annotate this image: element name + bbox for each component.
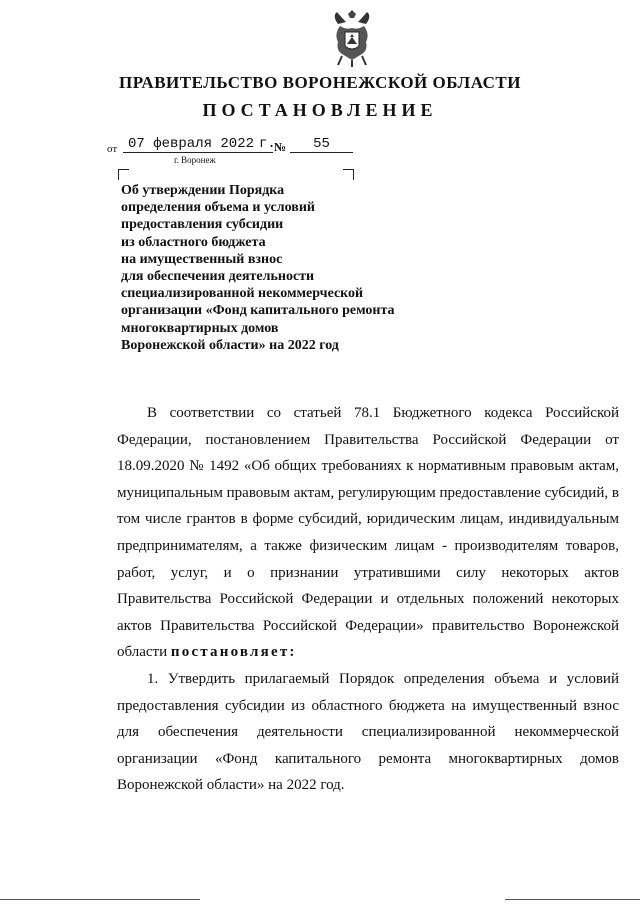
subject-line: многоквартирных домов [121,320,279,336]
subject-line: организации «Фонд капитального ремонта [121,303,395,319]
item-1-paragraph: 1. Утвердить прилагаемый Порядок определения объема и условий предоставления субсидии из областного бюджета на имущественный взнос для обеспечения деятельности специализированной некоммерческой организации «Фонд капитального ремонта многоквартирных домов Воронежской области» на 2022 год. [117,670,619,794]
document-body [117,400,619,799]
preamble-paragraph: В соответствии со статьей 78.1 Бюджетного кодекса Российской Федерации, постановлением Правительства Российской Федерации от 18.09.2020 № 1492 «Об общих требованиях к нормативным правовым актам, муниципальным правовым актам, регулирующим предоставление субсидий, в том числе грантов в форме субсидий, юридическим лицам, индивидуальным предпринимателям, а также физическим лицам - производителям товаров, работ, услуг, и о признании утратившими силу некоторых актов Правительства Российской Федерации и отдельных положений некоторых актов Правительства Российской Федерации» правительство Воронежской [117,405,619,634]
resolution-line [117,639,619,666]
subject-line: определения объема и условий [121,200,315,216]
document-number: 55 [290,136,353,153]
subject-corner-left [118,169,129,180]
subject-line: Об утверждении Порядка [121,183,285,198]
resolves-keyword: постановляет: [170,644,297,661]
from-label: от [107,143,118,155]
subject-line: специализированной некоммерческой [121,286,364,302]
organization-title: ПРАВИТЕЛЬСТВО ВОРОНЕЖСКОЙ ОБЛАСТИ [118,73,521,92]
document-subject [121,182,441,354]
footer-rule-right [505,899,640,900]
subject-line: из областного бюджета [121,234,266,250]
date-number-line [107,133,367,155]
subject-corner-right [343,169,354,180]
document-date: 07 февраля 2022 [123,136,259,153]
subject-line: для обеспечения деятельности [121,269,315,285]
subject-line: предоставления субсидии [121,217,284,233]
subject-line: Воронежской области» на 2022 год [121,337,339,353]
footer-rule-left [0,899,200,900]
subject-line: на имущественный взнос [121,251,283,267]
city-label: г. Воронеж [174,155,216,165]
year-suffix: г. [259,136,276,152]
coat-of-arms-icon [328,10,376,68]
document-type-title: ПОСТАНОВЛЕНИЕ [202,100,438,120]
number-label: № [274,140,287,154]
preamble-tail: области [117,644,168,661]
